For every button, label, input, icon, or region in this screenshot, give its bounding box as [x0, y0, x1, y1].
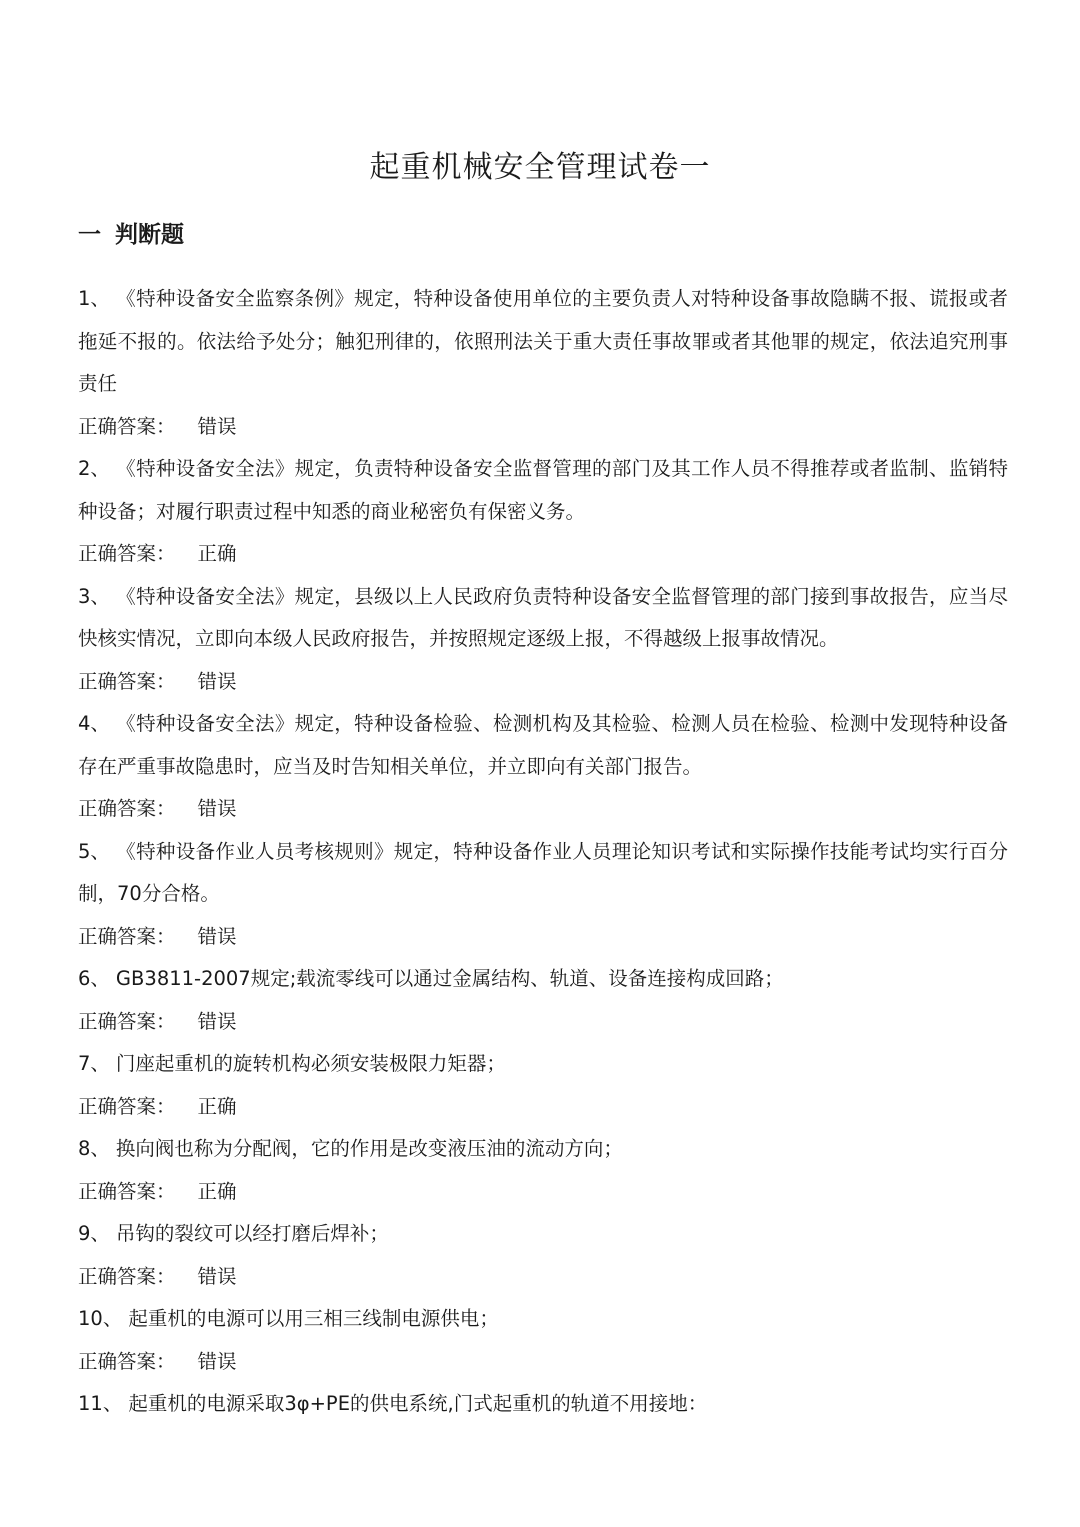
answer-line	[78, 1001, 1008, 1044]
answer-line	[78, 1171, 1008, 1214]
question-body: 《特种设备作业人员考核规则》规定，特种设备作业人员理论知识考试和实际操作技能考试均实行百分制，70分合格。	[78, 839, 1008, 905]
question-text	[78, 958, 1008, 1001]
question-text	[78, 703, 1008, 788]
question-body: 《特种设备安全法》规定，特种设备检验、检测机构及其检验、检测人员在检验、检测中发现特种设备存在严重事故隐患时，应当及时告知相关单位，并立即向有关部门报告。	[78, 712, 1008, 778]
question-text	[78, 576, 1008, 661]
question-text	[78, 1298, 1008, 1341]
answer-line	[78, 1086, 1008, 1129]
question-text	[78, 831, 1008, 916]
answer-label: 正确答案：	[78, 1264, 176, 1288]
answer-label: 正确答案：	[78, 1349, 176, 1373]
question-body: 《特种设备安全法》规定，县级以上人民政府负责特种设备安全监督管理的部门接到事故报告，应当尽快核实情况，立即向本级人民政府报告，并按照规定逐级上报，不得越级上报事故情况。	[78, 584, 1008, 650]
question-item	[78, 1213, 1008, 1298]
answer-label: 正确答案：	[78, 542, 176, 565]
question-item	[78, 1298, 1008, 1383]
question-text	[78, 448, 1008, 533]
section-title: 判断题	[115, 222, 184, 248]
question-number: 1、	[78, 287, 110, 310]
answer-line	[78, 406, 1008, 449]
question-number: 7、	[78, 1052, 110, 1075]
question-body: 换向阀也称为分配阀，它的作用是改变液压油的流动方向；	[115, 1137, 623, 1160]
answer-label: 正确答案：	[78, 1009, 176, 1033]
question-item	[78, 278, 1008, 448]
question-body: 起重机的电源采取3φ+PE的供电系统,门式起重机的轨道不用接地：	[128, 1392, 708, 1415]
page-title: 起重机械安全管理试卷一	[369, 150, 711, 185]
question-item	[78, 1383, 1008, 1426]
question-number: 8、	[78, 1137, 110, 1160]
question-item	[78, 703, 1008, 831]
answer-line	[78, 788, 1008, 831]
question-number: 4、	[78, 712, 110, 735]
question-number: 9、	[78, 1222, 110, 1245]
question-item	[78, 831, 1008, 959]
answer-value: 错误	[197, 414, 237, 438]
answer-value: 正确	[197, 542, 237, 565]
question-body: 吊钩的裂纹可以经打磨后焊补；	[115, 1222, 389, 1245]
question-item	[78, 576, 1008, 704]
question-number: 10、	[78, 1307, 123, 1330]
question-number: 11、	[78, 1392, 123, 1415]
answer-value: 错误	[197, 1009, 237, 1033]
answer-value: 错误	[197, 1349, 237, 1373]
question-item	[78, 1043, 1008, 1128]
question-number: 6、	[78, 967, 110, 990]
section-number: 一	[78, 222, 101, 248]
question-text	[78, 278, 1008, 406]
answer-label: 正确答案：	[78, 414, 176, 438]
answer-label: 正确答案：	[78, 924, 176, 948]
question-list	[78, 278, 1008, 1426]
answer-value: 错误	[197, 669, 237, 693]
section-heading	[78, 216, 184, 254]
answer-line	[78, 916, 1008, 959]
answer-label: 正确答案：	[78, 797, 176, 820]
question-number: 2、	[78, 457, 110, 480]
answer-label: 正确答案：	[78, 669, 176, 693]
question-text	[78, 1383, 1008, 1426]
question-body: GB3811-2007规定;载流零线可以通过金属结构、轨道、设备连接构成回路；	[115, 967, 784, 990]
question-text	[78, 1128, 1008, 1171]
answer-value: 正确	[197, 1094, 237, 1118]
answer-line	[78, 533, 1008, 576]
question-item	[78, 1128, 1008, 1213]
question-body: 《特种设备安全监察条例》规定，特种设备使用单位的主要负责人对特种设备事故隐瞒不报、谎报或者拖延不报的。依法给予处分；触犯刑律的，依照刑法关于重大责任事故罪或者其他罪的规定，依法追究刑事责任	[78, 287, 1008, 395]
answer-value: 错误	[197, 797, 237, 820]
answer-line	[78, 1256, 1008, 1299]
question-item	[78, 448, 1008, 576]
question-body: 起重机的电源可以用三相三线制电源供电；	[128, 1307, 499, 1330]
answer-label: 正确答案：	[78, 1094, 176, 1118]
question-body: 门座起重机的旋转机构必须安装极限力矩器；	[115, 1052, 506, 1075]
question-text	[78, 1043, 1008, 1086]
answer-line	[78, 1341, 1008, 1384]
question-number: 3、	[78, 584, 110, 608]
answer-value: 错误	[197, 1264, 237, 1288]
answer-value: 错误	[197, 924, 237, 948]
answer-line	[78, 661, 1008, 704]
question-body: 《特种设备安全法》规定，负责特种设备安全监督管理的部门及其工作人员不得推荐或者监制、监销特种设备；对履行职责过程中知悉的商业秘密负有保密义务。	[78, 457, 1008, 523]
question-number: 5、	[78, 839, 110, 863]
answer-value: 正确	[197, 1179, 237, 1203]
question-item	[78, 958, 1008, 1043]
answer-label: 正确答案：	[78, 1179, 176, 1203]
question-text	[78, 1213, 1008, 1256]
